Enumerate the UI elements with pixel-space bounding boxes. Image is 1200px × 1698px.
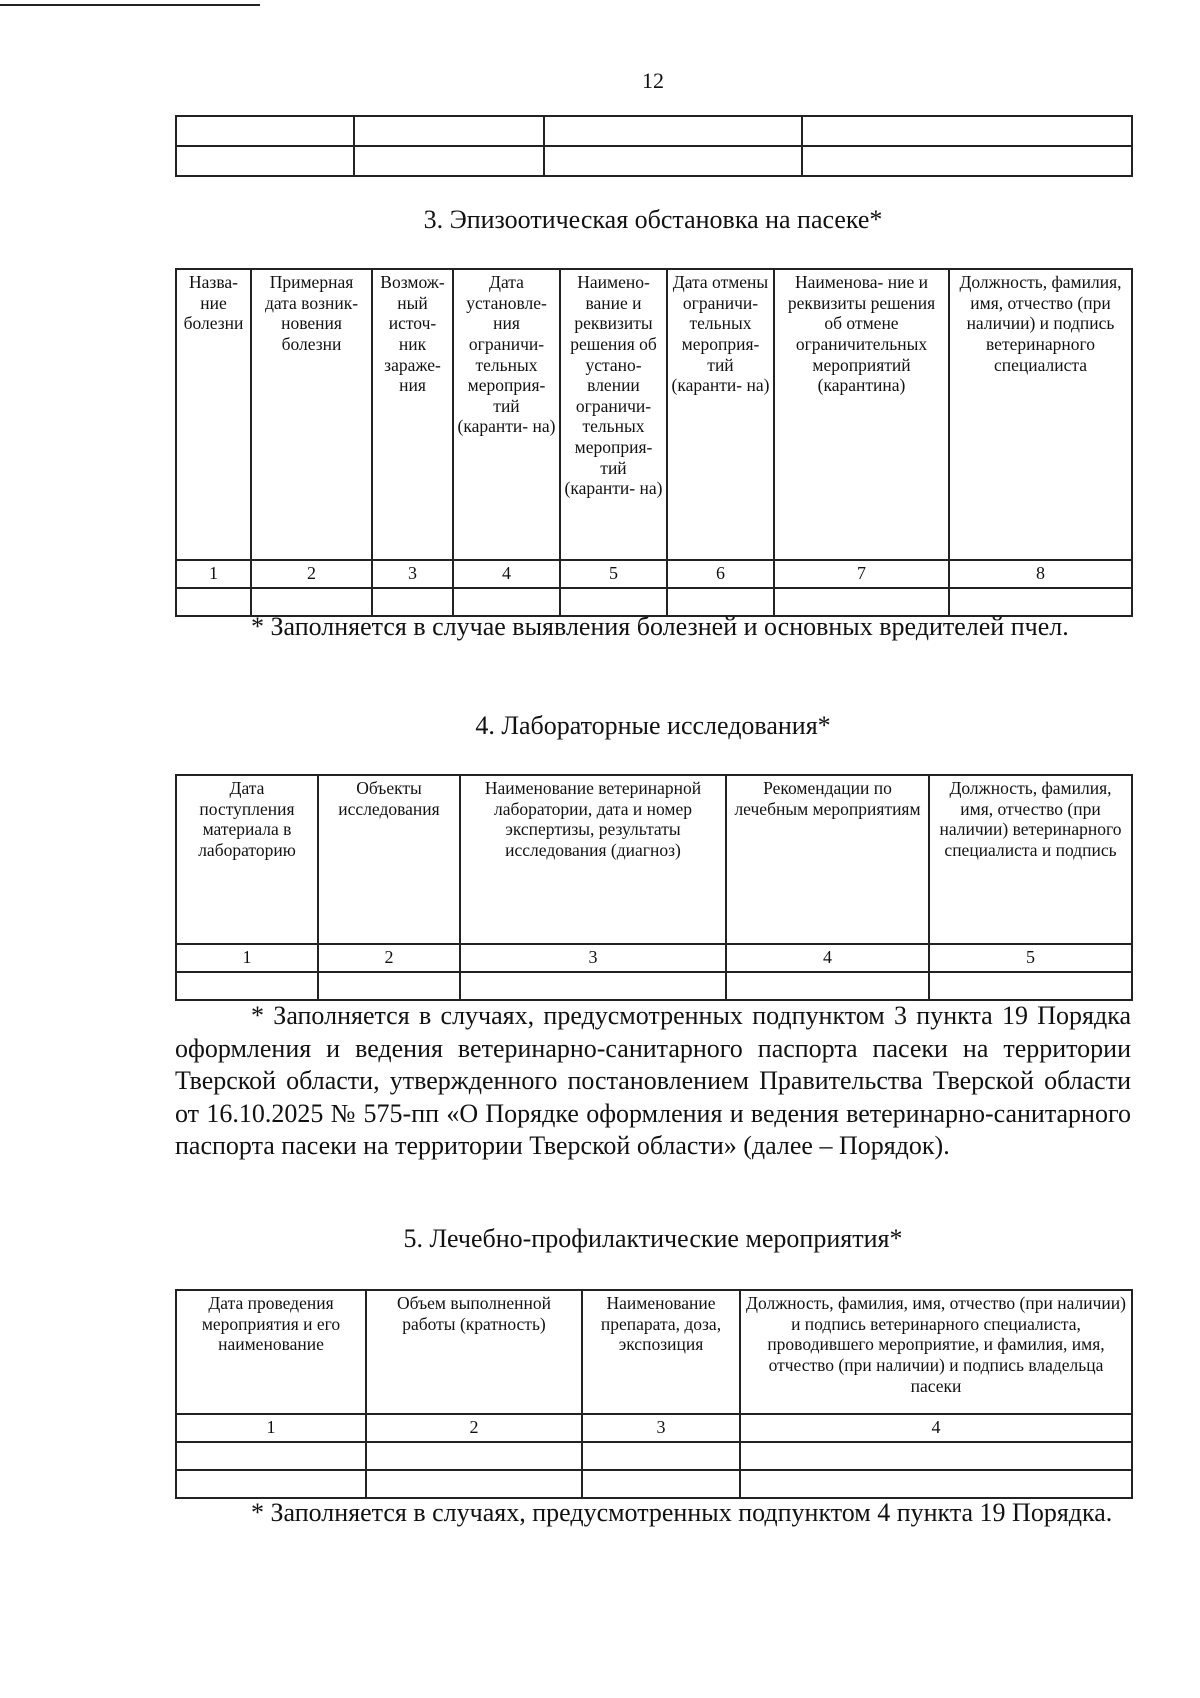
section5-note: * Заполняется в случаях, предусмотренных подпунктом 4 пункта 19 Порядка.: [251, 1498, 1113, 1527]
header-cell: Объекты исследования: [318, 775, 460, 944]
column-number: 3: [460, 944, 726, 972]
column-number: 5: [929, 944, 1132, 972]
continued-table: [175, 115, 1133, 177]
table-row: [176, 972, 1132, 1000]
column-number: 5: [560, 560, 667, 588]
column-number: 8: [949, 560, 1132, 588]
table-row: [176, 146, 1132, 176]
column-number: 3: [372, 560, 453, 588]
header-cell: Назва- ние болезни: [176, 269, 251, 560]
section4-title: 4. Лабораторные исследования*: [475, 711, 831, 740]
column-number: 4: [726, 944, 929, 972]
header-cell: Должность, фамилия, имя, отчество (при наличии) и подпись ветеринарного специалиста, проводившего мероприятие, и фамилия, имя, отчество (при наличии) и подпись владельца пасеки: [740, 1290, 1132, 1414]
section5-table: [175, 1289, 1133, 1499]
header-cell: Дата установле- ния ограничи- тельных мероприя- тий (каранти- на): [453, 269, 560, 560]
header-cell: Наименова- ние и реквизиты решения об отмене ограничительных мероприятий (карантина): [774, 269, 949, 560]
header-cell: Наименование препарата, доза, экспозиция: [582, 1290, 740, 1414]
header-cell: Примерная дата возник- новения болезни: [251, 269, 372, 560]
header-cell: Должность, фамилия, имя, отчество (при наличии) и подпись ветеринарного специалиста: [949, 269, 1132, 560]
table-header-row: [176, 269, 1132, 560]
column-number: 1: [176, 944, 318, 972]
column-number: 1: [176, 1414, 366, 1442]
column-number: 3: [582, 1414, 740, 1442]
table-header-row: [176, 775, 1132, 944]
section3-table: [175, 268, 1133, 617]
header-cell: Рекомендации по лечебным мероприятиям: [726, 775, 929, 944]
table-row: [176, 1442, 1132, 1470]
table-row: [176, 1470, 1132, 1498]
header-cell: Дата проведения мероприятия и его наименование: [176, 1290, 366, 1414]
column-number: 1: [176, 560, 251, 588]
column-number-row: [176, 944, 1132, 972]
section4-table: [175, 774, 1133, 1001]
table-row: [176, 116, 1132, 146]
page-number: 12: [642, 68, 664, 93]
column-number: 6: [667, 560, 774, 588]
header-cell: Объем выполненной работы (кратность): [366, 1290, 582, 1414]
section5-title: 5. Лечебно-профилактические мероприятия*: [403, 1224, 903, 1253]
top-rule: [0, 4, 260, 6]
header-cell: Наименование ветеринарной лаборатории, дата и номер экспертизы, результаты исследования (диагноз): [460, 775, 726, 944]
column-number: 4: [453, 560, 560, 588]
column-number: 7: [774, 560, 949, 588]
column-number: 2: [366, 1414, 582, 1442]
header-cell: Должность, фамилия, имя, отчество (при наличии) ветеринарного специалиста и подпись: [929, 775, 1132, 944]
section3-title: 3. Эпизоотическая обстановка на пасеке*: [423, 205, 883, 234]
column-number: 4: [740, 1414, 1132, 1442]
section4-note: * Заполняется в случаях, предусмотренных подпунктом 3 пункта 19 Порядка оформления и ведения ветеринарно-санитарного паспорта пасеки на территории Тверской области, утвержденного постановлением Правительства Тверской области от 16.10.2025 № 575-пп «О Порядке оформления и ведения ветеринарно-санитарного паспорта пасеки на территории Тверской области» (далее – Порядок).: [175, 1001, 1131, 1160]
header-cell: Возмож- ный источ- ник зараже- ния: [372, 269, 453, 560]
table-header-row: [176, 1290, 1132, 1414]
header-cell: Наимено- вание и реквизиты решения об устано- влении ограничи- тельных мероприя- тий (каранти- на): [560, 269, 667, 560]
header-cell: Дата поступления материала в лабораторию: [176, 775, 318, 944]
column-number: 2: [318, 944, 460, 972]
column-number: 2: [251, 560, 372, 588]
header-cell: Дата отмены ограничи- тельных мероприя- тий (каранти- на): [667, 269, 774, 560]
column-number-row: [176, 560, 1132, 588]
column-number-row: [176, 1414, 1132, 1442]
section3-note: * Заполняется в случае выявления болезней и основных вредителей пчел.: [251, 612, 1069, 641]
